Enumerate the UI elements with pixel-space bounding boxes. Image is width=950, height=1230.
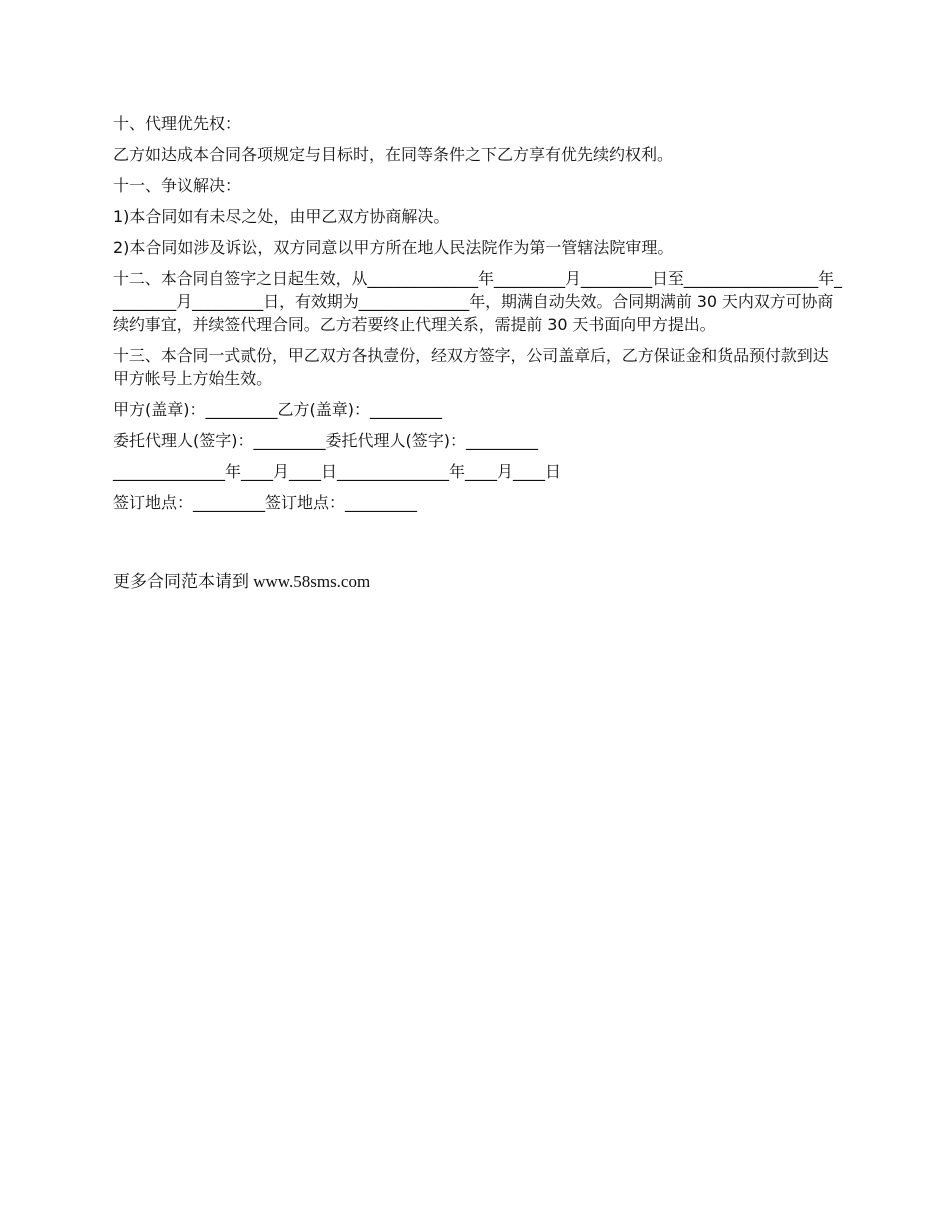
section-11-heading: 十一、争议解决：	[113, 176, 242, 195]
section-11-item-2: 2)本合同如涉及诉讼，双方同意以甲方所在地人民法院作为第一管辖法院审理。	[113, 238, 674, 257]
signature-agent-line: 委托代理人(签字)：_________委托代理人(签字)：_________	[113, 431, 538, 450]
signature-party-line: 甲方(盖章)：_________乙方(盖章)：_________	[113, 400, 442, 419]
spacer	[113, 514, 843, 570]
section-12-text: 十二、本合同自签字之日起生效，从______________年_________月_________日至_________________年_________月_________日，有效期为______________年，期满自动失效。合同期满前 30 天内双方可协商续约事宜，并续签代理合同。乙方若要终止代理关系，需提前 30 天书面向甲方提出。	[113, 269, 842, 334]
contract-page	[113, 112, 843, 594]
signature-date-line: ______________年____月____日______________年____月____日	[113, 462, 562, 481]
section-10-text: 乙方如达成本合同各项规定与目标时，在同等条件之下乙方享有优先续约权利。	[113, 145, 674, 164]
section-10-heading: 十、代理优先权：	[113, 114, 242, 133]
section-13-text: 十三、本合同一式贰份，甲乙双方各执壹份，经双方签字，公司盖章后，乙方保证金和货品预付款到达甲方帐号上方始生效。	[113, 346, 829, 388]
section-11-item-1: 1)本合同如有未尽之处，由甲乙双方协商解决。	[113, 207, 450, 226]
footer-link-text: 更多合同范本请到 www.58sms.com	[113, 572, 371, 591]
signature-place-line: 签订地点：_________签订地点：_________	[113, 493, 418, 512]
